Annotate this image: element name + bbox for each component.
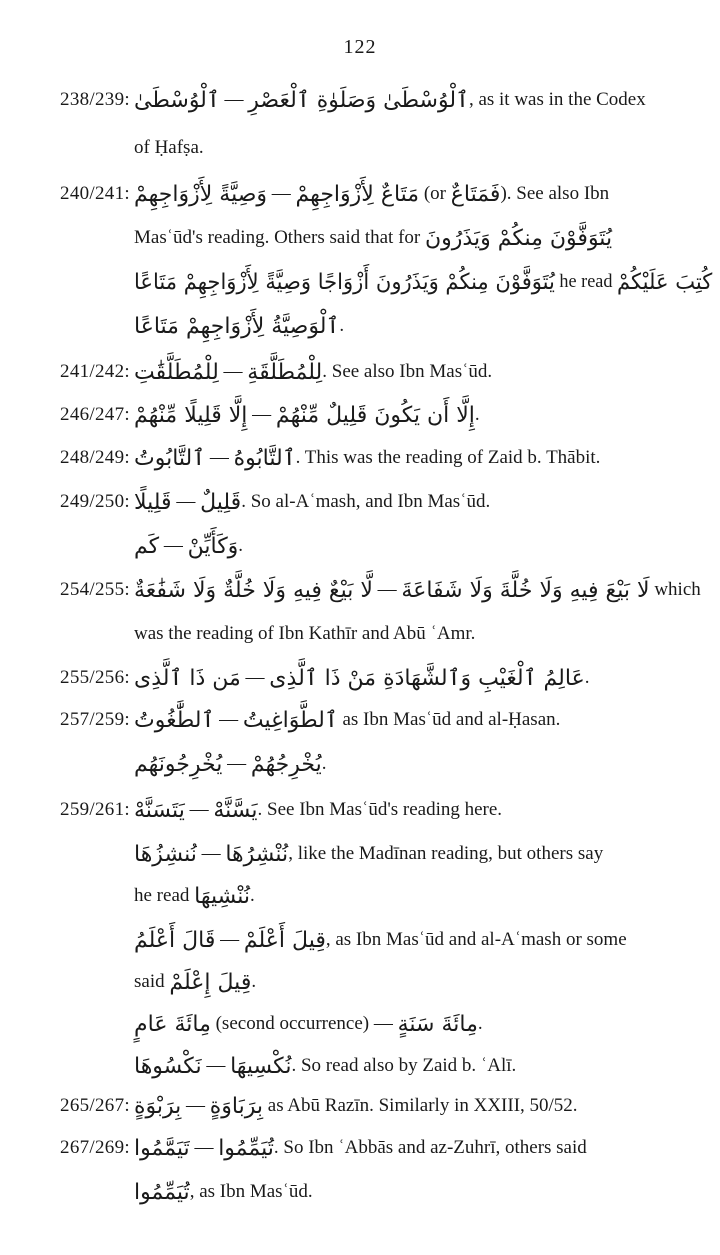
verse-reference: 254/255: (60, 579, 130, 600)
verse-reference: 259/261: (60, 799, 130, 820)
english-text: — (267, 183, 296, 204)
english-text: he read (134, 885, 195, 906)
line-content (134, 876, 255, 917)
text-line (0, 128, 720, 168)
arabic-text: قَالَ أَعْلَمُ (134, 927, 216, 953)
line-content (134, 962, 256, 1003)
english-text: . (238, 535, 244, 556)
english-text: — (201, 1055, 231, 1076)
arabic-text: نُنشِزُهَا (134, 841, 197, 867)
english-text: . (321, 753, 327, 774)
arabic-text: يُتَوَفَّوْنَ مِنكُمْ وَيَذَرُونَ (425, 225, 613, 251)
line-content (134, 262, 712, 303)
line-content (134, 614, 475, 654)
text-line (0, 1128, 720, 1168)
arabic-text: تُيَمِّمُوا (218, 1135, 274, 1161)
verse-reference: 257/259: (60, 709, 130, 730)
line-content (134, 1128, 587, 1169)
english-text: . (477, 1013, 483, 1034)
arabic-text: ٱلتَّابُوهُ (233, 445, 296, 471)
english-text: — (247, 404, 276, 425)
english-text: — (159, 535, 188, 556)
verse-reference: 265/267: (60, 1095, 130, 1116)
english-text: — (171, 491, 201, 512)
arabic-text: بِرَبْوَةٍ (134, 1093, 182, 1119)
verse-reference: 249/250: (60, 491, 130, 512)
arabic-text: وَكَأَيِّنْ (187, 533, 239, 559)
verse-reference: 241/242: (60, 361, 130, 382)
arabic-text: لَا بَيْعَ فِيهِ وَلَا خُلَّةَ وَلَا شَفَاعَةَ (401, 577, 650, 603)
english-text: , as Ibn Masʿūd and al-Aʿmash or some (325, 929, 627, 950)
english-text: was the reading of Ibn Kathīr and Abū ʿAmr. (134, 623, 476, 644)
arabic-text: مَن ذَا ٱلَّذِى (134, 665, 241, 691)
text-line (0, 80, 720, 120)
text-line (0, 306, 720, 346)
arabic-text: عَالِمُ ٱلْغَيْبِ وَٱلشَّهَادَةِ مَنْ ذَا ٱلَّذِى (269, 665, 585, 691)
line-content (134, 700, 560, 741)
english-text: — (215, 929, 244, 950)
english-text: (second occurrence) — (210, 1013, 398, 1034)
english-text: . (339, 315, 345, 336)
arabic-text: قَلِيلًا (134, 489, 172, 515)
english-text: — (240, 667, 270, 688)
english-text: — (218, 361, 248, 382)
arabic-text: يُخْرِجُونَهُم (134, 751, 223, 777)
verse-reference: 267/269: (60, 1137, 130, 1158)
english-text: — (222, 753, 251, 774)
arabic-text: كُتِبَ عَلَيْكُمْ (616, 269, 713, 295)
arabic-text: كَم (134, 533, 160, 559)
english-text: (or (419, 183, 451, 204)
text-line (0, 218, 720, 258)
line-content (134, 526, 243, 567)
line-content (134, 790, 502, 831)
english-text: . (251, 971, 257, 992)
english-text: , as Ibn Masʿūd. (189, 1181, 313, 1202)
text-line (0, 482, 720, 522)
english-text: which (649, 579, 701, 600)
text-line (0, 962, 720, 1002)
english-text: — (181, 1095, 210, 1116)
arabic-text: مِائَةَ عَامٍ (134, 1011, 211, 1037)
arabic-text: ٱلطَّوَاغِيتُ (242, 707, 338, 733)
verse-reference: 240/241: (60, 183, 130, 204)
line-content (134, 174, 609, 215)
english-text: . See also Ibn Masʿūd. (322, 361, 493, 382)
text-line (0, 744, 720, 784)
line-content (134, 218, 612, 259)
text-line (0, 834, 720, 874)
verse-reference: 248/249: (60, 447, 130, 468)
english-text: he read (554, 271, 617, 292)
english-text: . So Ibn ʿAbbās and az-Zuhrī, others said (273, 1137, 587, 1158)
arabic-text: يُخْرِجُهُمْ (250, 751, 322, 777)
verse-reference: 238/239: (60, 89, 130, 110)
text-line (0, 1004, 720, 1044)
arabic-text: نُكْسِيهَا (230, 1053, 292, 1079)
english-text: said (134, 971, 170, 992)
text-line (0, 526, 720, 566)
english-text: — (196, 843, 226, 864)
text-line (0, 1046, 720, 1086)
english-text: . (250, 885, 255, 906)
line-content (134, 1046, 516, 1087)
arabic-text: فَمَتَاعٌ (450, 181, 501, 207)
english-text: . This was the reading of Zaid b. Thābit. (295, 447, 601, 468)
arabic-text: قِيلَ أَعْلَمْ (243, 927, 326, 953)
line-content (134, 482, 490, 523)
english-text: . (474, 404, 480, 425)
line-content (134, 306, 344, 347)
english-text: — (372, 579, 402, 600)
text-line (0, 174, 720, 214)
text-line (0, 876, 720, 916)
text-line (0, 700, 720, 740)
english-text: — (205, 447, 234, 468)
arabic-text: بِرَبَاوَةٍ (209, 1093, 264, 1119)
line-content (134, 920, 627, 961)
page-number: 122 (343, 36, 377, 58)
english-text: . So al-Aʿmash, and Ibn Masʿūd. (241, 491, 491, 512)
english-text: of Ḥafṣa. (134, 137, 204, 158)
line-content (134, 1004, 483, 1045)
arabic-text: مِائَةَ سَنَةٍ (397, 1011, 478, 1037)
line-content (134, 570, 701, 611)
arabic-text: نُنْشِيهَا (194, 883, 251, 909)
arabic-text: قِيلَ إِعْلَمْ (169, 969, 252, 995)
arabic-text: مَتَاعٌ لِأَزْوَاجِهِمْ (295, 181, 420, 207)
arabic-text: إِلَّا قَلِيلًا مِّنْهُمْ (134, 402, 248, 428)
arabic-text: يَتَسَنَّهْ (134, 797, 185, 823)
line-content (134, 395, 480, 436)
text-line (0, 658, 720, 698)
verse-reference: 255/256: (60, 667, 130, 688)
english-text: , like the Madīnan reading, but others say (288, 843, 604, 864)
arabic-text: ٱلْوَصِيَّةُ لِأَزْوَاجِهِمْ مَتَاعًا (134, 313, 340, 339)
arabic-text: ٱلطَّٰغُوتُ (134, 707, 215, 733)
arabic-text: تَيَمَّمُوا (134, 1135, 190, 1161)
arabic-text: نَكْسُوهَا (134, 1053, 202, 1079)
arabic-text: تُيَمِّمُوا (134, 1179, 190, 1205)
arabic-text: يَسَّنَّهْ (213, 797, 258, 823)
line-content (134, 352, 492, 393)
text-line (0, 570, 720, 610)
arabic-text: لِلْمُطَلَّقَةِ (247, 359, 323, 385)
verse-reference: 246/247: (60, 404, 130, 425)
english-text: — (214, 709, 243, 730)
english-text: . (584, 667, 590, 688)
line-content (134, 658, 589, 699)
arabic-text: إِلَّا أَن يَكُونَ قَلِيلٌ مِّنْهُمْ (275, 402, 475, 428)
text-line (0, 920, 720, 960)
arabic-text: يُتَوَفَّوْنَ مِنكُمْ وَيَذَرُونَ أَزْوَاجًا وَصِيَّةً لِأَزْوَاجِهِمْ مَتَاعًا (134, 269, 555, 295)
arabic-text: وَصِيَّةً لِأَزْوَاجِهِمْ (134, 181, 268, 207)
line-content (134, 834, 603, 875)
english-text: — (189, 1137, 219, 1158)
english-text: — (219, 89, 249, 110)
text-line (0, 438, 720, 478)
arabic-text: لِلْمُطَلَّقَٰتِ (134, 359, 219, 385)
english-text: — (184, 799, 214, 820)
english-text: as Ibn Masʿūd and al-Ḥasan. (337, 709, 561, 730)
text-line (0, 395, 720, 435)
arabic-text: لَّا بَيْعٌ فِيهِ وَلَا خُلَّةٌ وَلَا شَفَٰعَةٌ (134, 577, 373, 603)
text-line (0, 1172, 720, 1212)
arabic-text: ٱلْوُسْطَىٰ وَصَلَوٰةِ ٱلْعَصْرِ (248, 87, 469, 113)
english-text: . So read also by Zaid b. ʿAlī. (291, 1055, 517, 1076)
arabic-text: نُنْشِرُهَا (225, 841, 289, 867)
line-content (134, 1086, 578, 1127)
line-content (134, 744, 326, 785)
english-text: . See Ibn Masʿūd's reading here. (257, 799, 503, 820)
text-line (0, 1086, 720, 1126)
line-content (134, 1172, 313, 1213)
arabic-text: ٱلتَّابُوتُ (134, 445, 206, 471)
english-text: ). See also Ibn (500, 183, 610, 204)
text-line (0, 614, 720, 654)
text-line (0, 790, 720, 830)
text-line (0, 262, 720, 302)
english-text: , as it was in the Codex (468, 89, 646, 110)
english-text: Masʿūd's reading. Others said that for (134, 227, 425, 248)
line-content (134, 80, 646, 121)
arabic-text: قَلِيلٌ (200, 489, 242, 515)
line-content (134, 438, 600, 479)
english-text: as Abū Razīn. Similarly in XXIII, 50/52. (263, 1095, 578, 1116)
text-line (0, 352, 720, 392)
arabic-text: ٱلْوُسْطَىٰ (134, 87, 220, 113)
line-content (134, 128, 204, 168)
